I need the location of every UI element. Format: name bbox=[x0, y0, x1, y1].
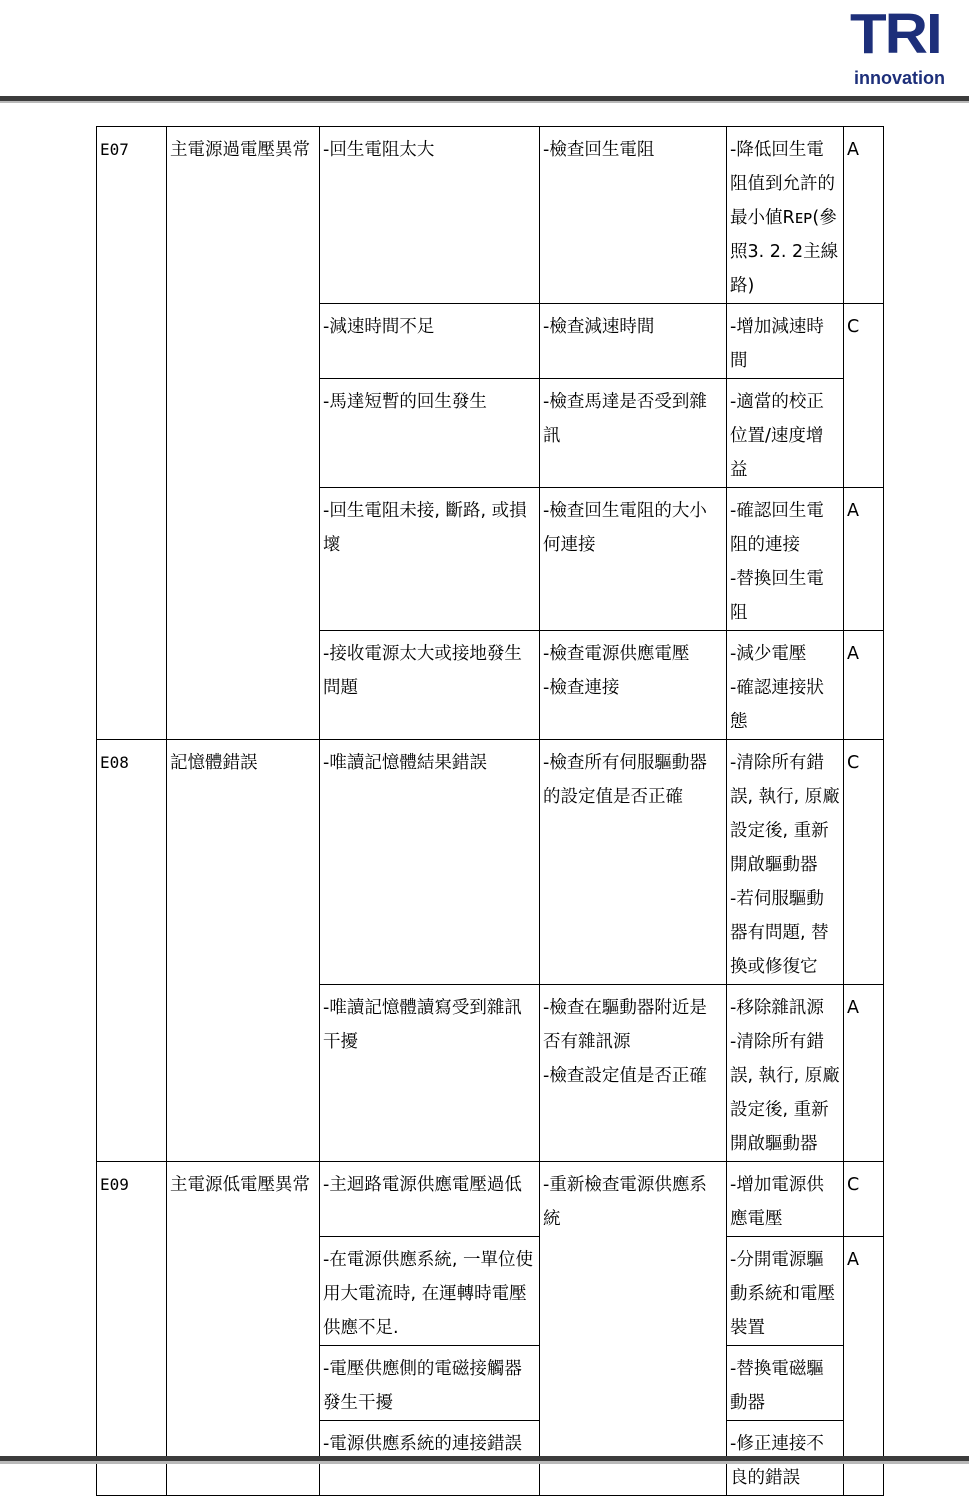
error-name-cell bbox=[167, 127, 320, 740]
action-text: -清除所有錯誤, 執行, 原廠設定後, 重新開啟驅動器 bbox=[730, 753, 840, 875]
logo-text: TRI bbox=[850, 1, 941, 66]
action-text-2: -清除所有錯誤, 執行, 原廠設定後, 重新開啟驅動器 bbox=[730, 1032, 840, 1154]
company-logo bbox=[846, 1, 966, 88]
check-cell bbox=[540, 488, 727, 631]
cause-text: -在電源供應系統, 一單位使用大電流時, 在運轉時電壓供應不足. bbox=[323, 1250, 533, 1338]
action-text: -減少電壓 bbox=[730, 644, 807, 664]
table-row bbox=[97, 740, 884, 985]
cause-cell bbox=[320, 740, 540, 985]
cause-cell bbox=[320, 985, 540, 1162]
logo-subtext: innovation bbox=[854, 68, 945, 88]
action-cell bbox=[727, 1237, 844, 1346]
check-text: -重新檢查電源供應系統 bbox=[543, 1175, 707, 1229]
check-text: -檢查減速時間 bbox=[543, 317, 655, 337]
action-text: -適當的校正位置/速度增益 bbox=[730, 392, 824, 480]
cause-text: -減速時間不足 bbox=[323, 317, 435, 337]
level-text: C bbox=[847, 753, 860, 773]
check-cell bbox=[540, 1162, 727, 1496]
cause-cell bbox=[320, 379, 540, 488]
check-text-2: -檢查連接 bbox=[543, 678, 620, 698]
action-text: -降低回生電阻值到允許的最小値Rᴇᴘ(參照3. 2. 2主線路) bbox=[730, 140, 839, 296]
error-code: E07 bbox=[100, 140, 129, 159]
check-cell bbox=[540, 631, 727, 740]
action-cell bbox=[727, 631, 844, 740]
action-cell bbox=[727, 1346, 844, 1421]
level-text: C bbox=[847, 317, 860, 337]
level-text: A bbox=[847, 140, 859, 160]
cause-text: -馬達短暫的回生發生 bbox=[323, 392, 487, 412]
action-cell bbox=[727, 740, 844, 985]
error-name: 主電源低電壓異常 bbox=[170, 1175, 310, 1195]
cause-cell bbox=[320, 631, 540, 740]
level-text: A bbox=[847, 501, 859, 521]
cause-text: -電源供應系統的連接錯誤 bbox=[323, 1434, 522, 1454]
check-cell bbox=[540, 304, 727, 379]
cause-cell bbox=[320, 488, 540, 631]
level-text: A bbox=[847, 998, 859, 1018]
action-text: -替換電磁驅動器 bbox=[730, 1359, 824, 1413]
check-text: -檢查回生電阻 bbox=[543, 140, 655, 160]
level-cell bbox=[844, 631, 884, 740]
action-cell bbox=[727, 379, 844, 488]
level-text: C bbox=[847, 1175, 860, 1195]
level-text: A bbox=[847, 1250, 859, 1270]
error-code-cell bbox=[97, 740, 167, 1162]
cause-cell bbox=[320, 304, 540, 379]
error-name-cell bbox=[167, 1162, 320, 1496]
level-cell bbox=[844, 985, 884, 1162]
error-name-cell bbox=[167, 740, 320, 1162]
cause-text: -回生電阻未接, 斷路, 或損壞 bbox=[323, 501, 527, 555]
header-rule-shadow bbox=[0, 101, 969, 103]
error-code: E08 bbox=[100, 753, 129, 772]
action-text: -增加電源供應電壓 bbox=[730, 1175, 824, 1229]
check-cell bbox=[540, 127, 727, 304]
cause-cell bbox=[320, 1237, 540, 1346]
level-cell bbox=[844, 488, 884, 631]
table-row bbox=[97, 1162, 884, 1237]
action-text: -分開電源驅動系統和電壓裝置 bbox=[730, 1250, 835, 1338]
action-text: -增加減速時間 bbox=[730, 317, 824, 371]
check-text-2: -檢查設定值是否正確 bbox=[543, 1066, 707, 1086]
check-cell bbox=[540, 985, 727, 1162]
level-cell bbox=[844, 304, 884, 488]
action-cell bbox=[727, 304, 844, 379]
cause-text: -接收電源太大或接地發生問題 bbox=[323, 644, 522, 698]
error-code-cell bbox=[97, 127, 167, 740]
cause-text: -電壓供應側的電磁接觸器發生干擾 bbox=[323, 1359, 522, 1413]
action-text: -確認回生電阻的連接 bbox=[730, 501, 824, 555]
action-cell bbox=[727, 1162, 844, 1237]
check-text: -檢查電源供應電壓 bbox=[543, 644, 690, 664]
error-name: 記憶體錯誤 bbox=[170, 753, 258, 773]
level-text: A bbox=[847, 644, 859, 664]
cause-text: -回生電阻太大 bbox=[323, 140, 435, 160]
check-text: -檢查在驅動器附近是否有雜訊源 bbox=[543, 998, 707, 1052]
cause-text: -唯讀記憶體讀寫受到雜訊干擾 bbox=[323, 998, 522, 1052]
cause-text: -唯讀記憶體結果錯誤 bbox=[323, 753, 487, 773]
error-name: 主電源過電壓異常 bbox=[170, 140, 310, 160]
action-text: -移除雜訊源 bbox=[730, 998, 824, 1018]
cause-cell bbox=[320, 1162, 540, 1237]
check-text: -檢查所有伺服驅動器的設定值是否正確 bbox=[543, 753, 707, 807]
error-code-cell bbox=[97, 1162, 167, 1496]
check-cell bbox=[540, 740, 727, 985]
level-cell bbox=[844, 1162, 884, 1237]
table-row bbox=[97, 127, 884, 304]
error-code: E09 bbox=[100, 1175, 129, 1194]
action-cell bbox=[727, 127, 844, 304]
level-cell bbox=[844, 127, 884, 304]
fault-table bbox=[96, 126, 884, 1496]
level-cell bbox=[844, 740, 884, 985]
cause-cell bbox=[320, 127, 540, 304]
footer-rule-shadow bbox=[0, 1461, 969, 1464]
action-cell bbox=[727, 488, 844, 631]
cause-cell bbox=[320, 1346, 540, 1421]
action-text: -修正連接不良的錯誤 bbox=[730, 1434, 824, 1488]
check-cell bbox=[540, 379, 727, 488]
cause-text: -主迴路電源供應電壓過低 bbox=[323, 1175, 522, 1195]
action-text-2: -若伺服驅動器有問題, 替換或修復它 bbox=[730, 889, 829, 977]
check-text: -檢查回生電阻的大小何連接 bbox=[543, 501, 707, 555]
action-cell bbox=[727, 985, 844, 1162]
action-text-2: -替換回生電阻 bbox=[730, 569, 824, 623]
check-text: -檢查馬達是否受到雜訊 bbox=[543, 392, 707, 446]
action-text-2: -確認連接狀態 bbox=[730, 678, 824, 732]
